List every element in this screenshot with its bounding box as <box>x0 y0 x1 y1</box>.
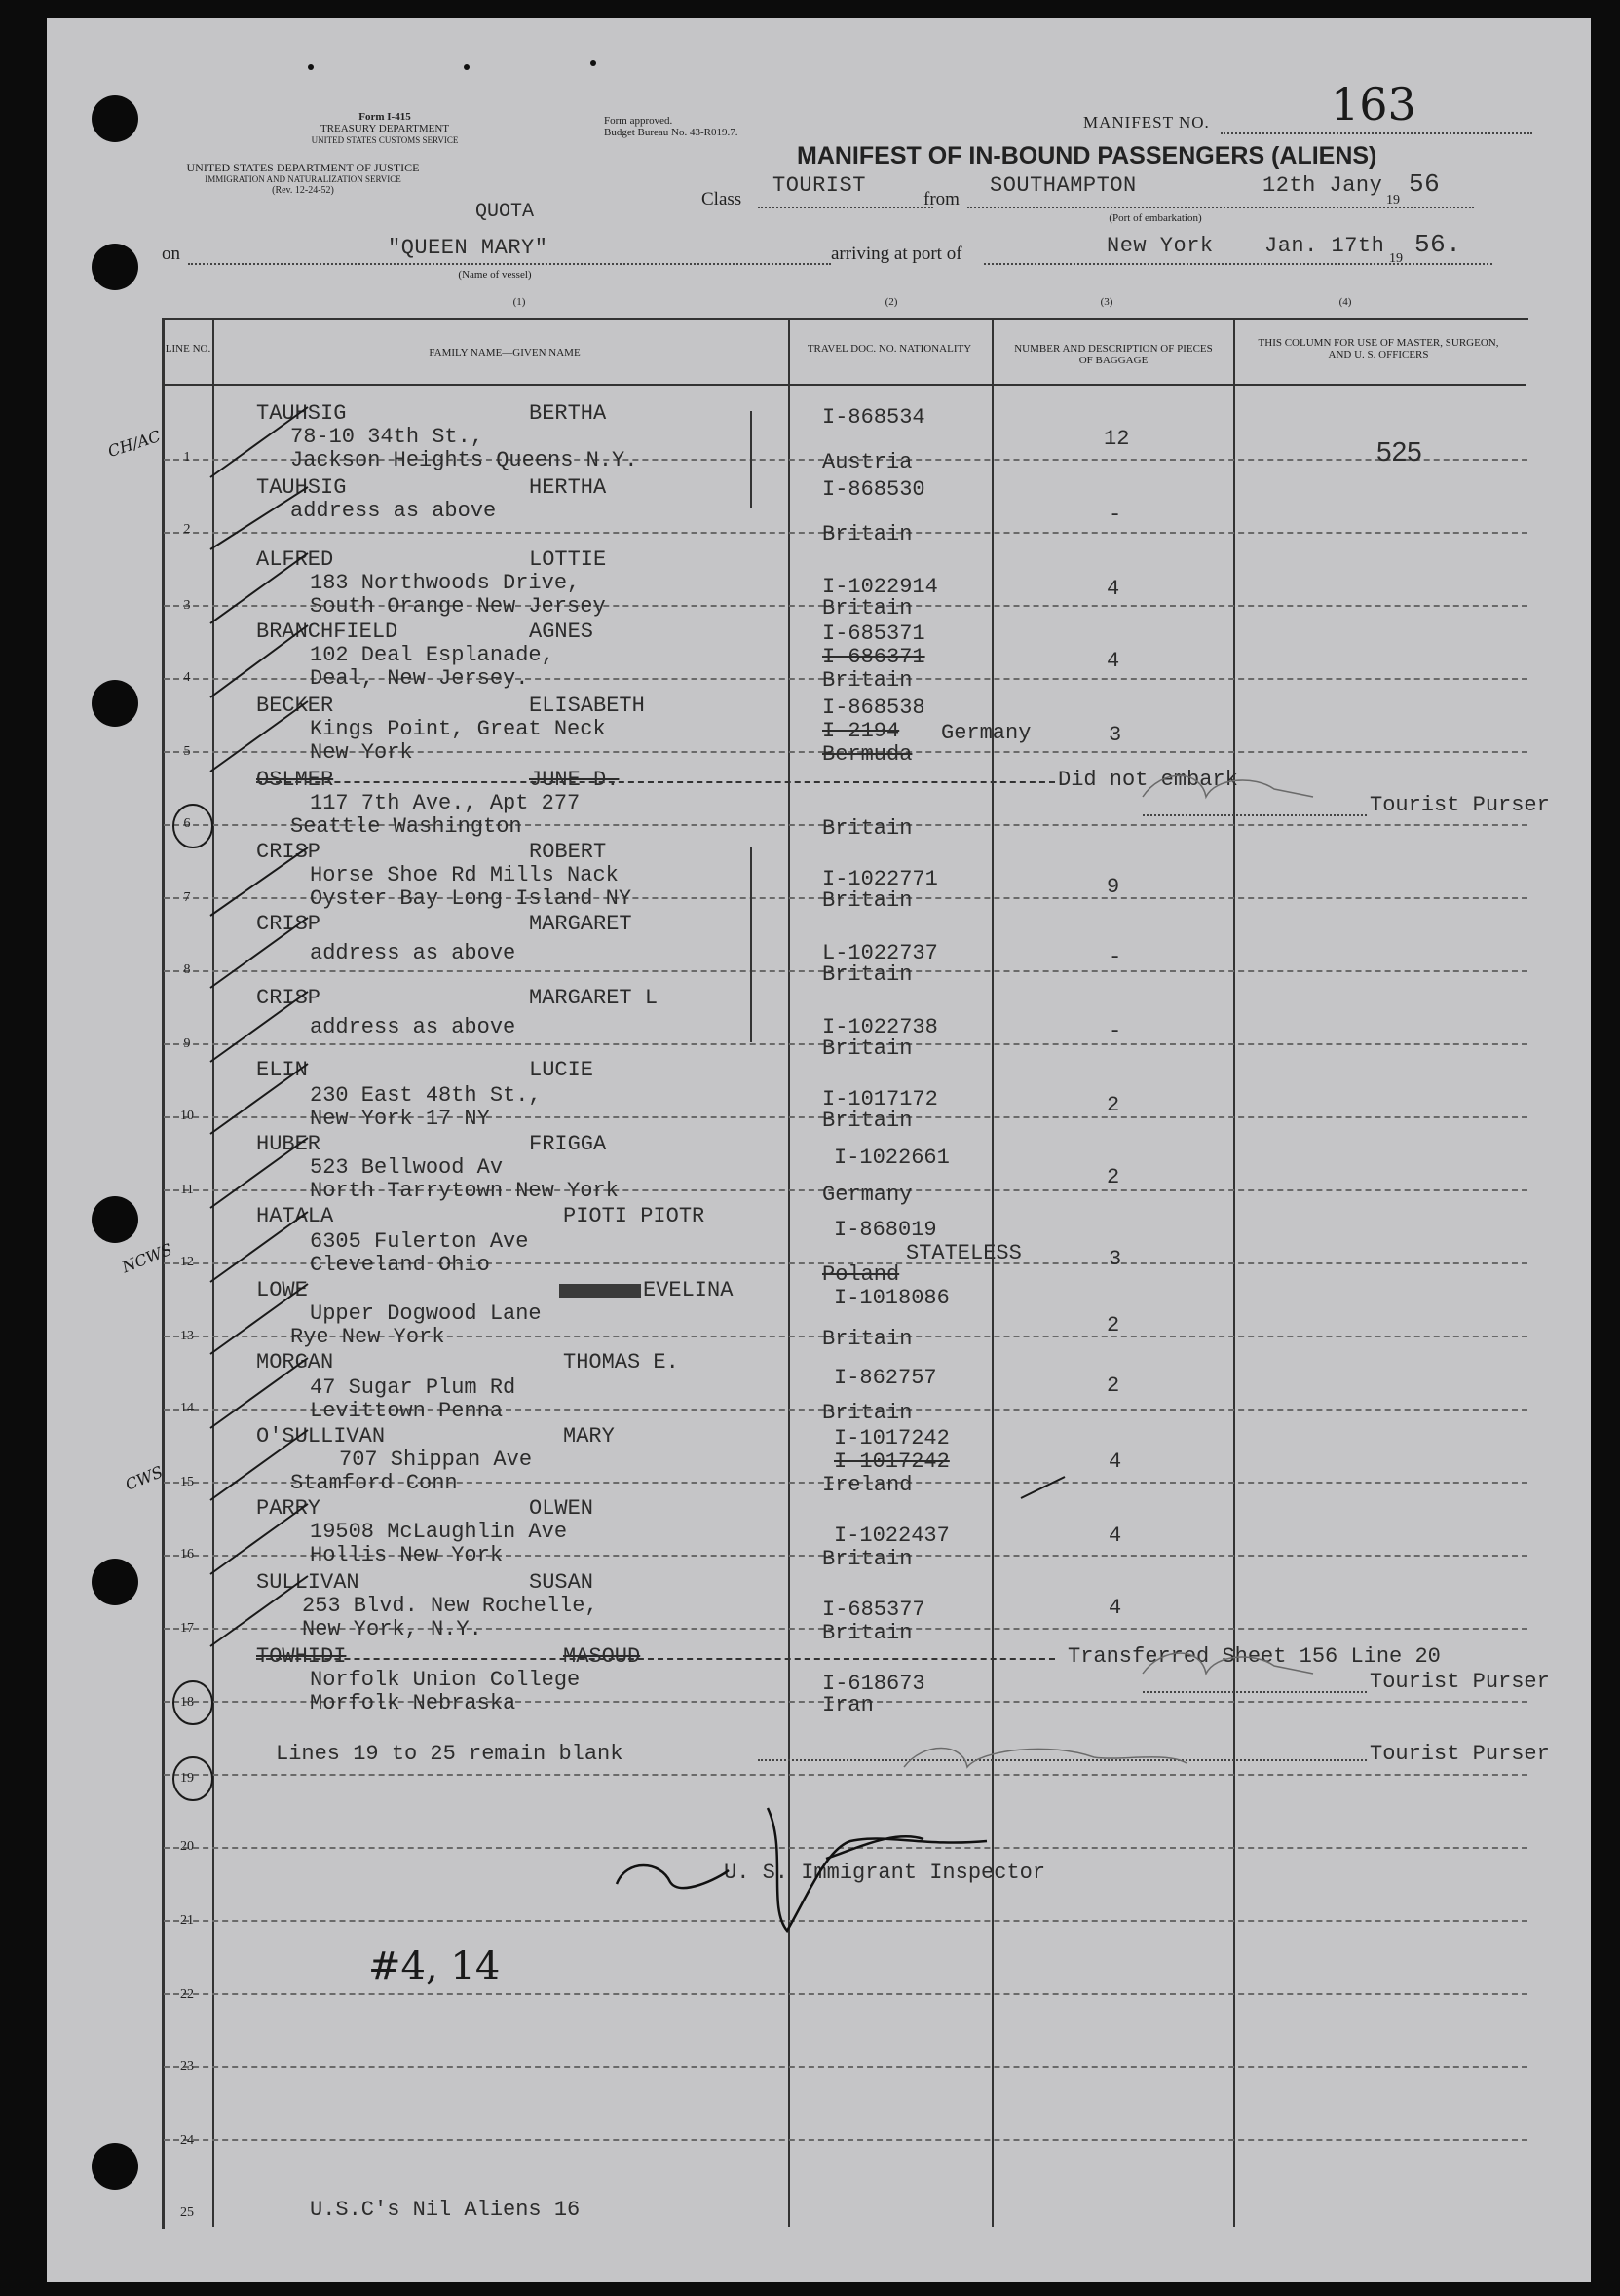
address-line-1: 523 Bellwood Av <box>310 1155 504 1180</box>
address-line-1: Norfolk Union College <box>310 1668 581 1692</box>
arrival-port: New York <box>1107 234 1214 258</box>
baggage-count: 4 <box>1109 1449 1122 1474</box>
on-label: on <box>162 244 180 264</box>
arrival-year: 56. <box>1414 230 1462 259</box>
class-label: Class <box>701 189 742 209</box>
travel-doc: I-1022771 <box>822 867 938 891</box>
address-line-2: Rye New York <box>290 1325 445 1349</box>
line-number: 25 <box>180 2205 194 2220</box>
family-name: BRANCHFIELD <box>256 620 398 644</box>
given-name: MARGARET L <box>529 986 659 1010</box>
baggage-count: 4 <box>1107 649 1120 673</box>
travel-doc: I-868538 <box>822 696 925 720</box>
travel-doc: L-1022737 <box>822 941 938 965</box>
baggage-count: - <box>1109 503 1122 527</box>
travel-doc: I-618673 <box>822 1672 925 1696</box>
travel-doc: I-868530 <box>822 477 925 502</box>
col-num-4: (4) <box>1338 296 1352 308</box>
officer-note: Tourist Purser <box>1370 793 1550 817</box>
check-mark <box>210 1576 308 1646</box>
address-line-2: Deal, New Jersey. <box>310 666 529 691</box>
col-header-officers: THIS COLUMN FOR USE OF MASTER, SURGEON, AND U. S. OFFICERS <box>1258 337 1499 360</box>
nationality: Britain <box>822 888 913 913</box>
nationality: Iran <box>822 1693 874 1717</box>
address-line-1: 19508 McLaughlin Ave <box>310 1520 568 1544</box>
address-line-2: New York 17 NY <box>310 1107 490 1131</box>
nationality: STATELESS <box>906 1241 1022 1265</box>
transfer-note: Transferred Sheet 156 Line 20 <box>1068 1644 1441 1669</box>
col-num-3: (3) <box>1100 296 1113 308</box>
travel-doc: I-1022661 <box>834 1146 950 1170</box>
check-mark <box>1021 1477 1065 1498</box>
family-name: HUBER <box>256 1132 321 1156</box>
from-value: SOUTHAMPTON <box>990 173 1137 198</box>
class-value: TOURIST <box>772 173 866 198</box>
vessel-name: "QUEEN MARY" <box>388 236 548 260</box>
given-name: MARY <box>563 1424 615 1449</box>
baggage-count: 4 <box>1109 1596 1122 1620</box>
nationality: Austria <box>822 450 913 474</box>
col-num-2: (2) <box>885 296 898 308</box>
baggage-count: 3 <box>1109 723 1122 747</box>
port-embarkation-label: (Port of embarkation) <box>1109 212 1202 224</box>
vessel-label: (Name of vessel) <box>458 269 532 281</box>
line-number: 20 <box>180 1839 194 1854</box>
line-number: 19 <box>180 1771 194 1786</box>
address-line-2: North Tarrytown New York <box>310 1179 619 1203</box>
line-number: 23 <box>180 2059 194 2074</box>
nationality: Britain <box>822 596 913 621</box>
nationality: Britain <box>822 1547 913 1571</box>
address-line-1: 707 Shippan Ave <box>339 1448 533 1472</box>
family-name: PARRY <box>256 1496 321 1521</box>
nationality: Germany <box>822 1183 913 1207</box>
check-mark <box>210 407 308 477</box>
address-line-2: Hollis New York <box>310 1543 504 1567</box>
travel-doc: I-685377 <box>822 1598 925 1622</box>
nationality: Britain <box>822 816 913 841</box>
faint-signature <box>1143 775 1313 797</box>
year-prefix: 19 <box>1386 193 1400 207</box>
travel-doc: I-1022914 <box>822 575 938 599</box>
margin-note-2: NCWS <box>119 1239 175 1277</box>
line-number: 3 <box>183 598 191 613</box>
manifest-number: 163 <box>1331 78 1416 131</box>
budget-bureau: Budget Bureau No. 43-R019.7. <box>604 127 738 138</box>
nationality: Britain <box>822 1036 913 1061</box>
given-name: THOMAS E. <box>563 1350 679 1374</box>
line-number: 15 <box>180 1475 194 1489</box>
baggage-count: 2 <box>1107 1165 1120 1189</box>
baggage-count: - <box>1109 1019 1122 1043</box>
line-circle <box>173 805 212 847</box>
address-line-1: 117 7th Ave., Apt 277 <box>310 791 581 815</box>
line-number: 2 <box>183 522 191 537</box>
col-header-line-no: LINE NO. <box>165 343 211 355</box>
address-line-2: Cleveland Ohio <box>310 1253 490 1277</box>
baggage-count: 3 <box>1109 1247 1122 1271</box>
baggage-count: 4 <box>1109 1524 1122 1548</box>
check-mark <box>210 1284 308 1354</box>
address-line-1: address as above <box>290 499 497 523</box>
from-label: from <box>923 189 960 209</box>
aliens-count-note: U.S.C's Nil Aliens 16 <box>310 2198 581 2222</box>
given-name: MASOUD <box>563 1644 641 1669</box>
travel-doc: I-685371 <box>822 621 925 646</box>
address-line-2: Jackson Heights Queens N.Y. <box>290 448 638 472</box>
line-number: 13 <box>180 1329 194 1343</box>
line-circle <box>173 1757 212 1800</box>
given-name: EVELINA <box>643 1278 734 1302</box>
family-name: SULLIVAN <box>256 1570 359 1595</box>
line-number: 14 <box>180 1401 194 1415</box>
inspector-label: U. S. Immigrant Inspector <box>724 1861 1046 1885</box>
travel-doc-struck: I-2194 <box>822 719 900 743</box>
travel-doc-struck: I-1017242 <box>834 1449 950 1474</box>
line-circle <box>173 1681 212 1724</box>
address-line-1: 102 Deal Esplanade, <box>310 643 554 667</box>
manifest-title: MANIFEST OF IN-BOUND PASSENGERS (ALIENS) <box>797 142 1377 169</box>
address-line-2: Levittown Penna <box>310 1399 504 1423</box>
baggage-count: 12 <box>1104 427 1130 451</box>
nationality-struck: Poland <box>822 1262 900 1287</box>
line-number: 12 <box>180 1255 194 1269</box>
address-line-1: 253 Blvd. New Rochelle, <box>302 1594 598 1618</box>
travel-doc: I-868019 <box>834 1218 937 1242</box>
officer-note: 525 <box>1376 436 1422 467</box>
address-line-2: South Orange New Jersey <box>310 594 606 619</box>
family-name: TAUHSIG <box>256 475 347 500</box>
travel-doc: I-1022437 <box>834 1524 950 1548</box>
family-name: CRISP <box>256 840 321 864</box>
arrival-date: Jan. 17th <box>1264 234 1385 258</box>
address-line-1: 6305 Fulerton Ave <box>310 1229 529 1254</box>
check-mark <box>210 1504 308 1574</box>
given-name: LOTTIE <box>529 547 607 572</box>
check-mark <box>210 701 308 772</box>
col-num-1: (1) <box>512 296 526 308</box>
arrival-year-prefix: 19 <box>1389 251 1403 266</box>
baggage-count: 9 <box>1107 875 1120 899</box>
line-number: 18 <box>180 1695 194 1710</box>
line-number: 8 <box>183 962 191 977</box>
given-name: PIOTI PIOTR <box>563 1204 705 1228</box>
address-line-2: New York <box>310 740 413 765</box>
nationality: Britain <box>822 1621 913 1645</box>
check-mark <box>210 1064 308 1134</box>
line-number: 16 <box>180 1547 194 1562</box>
family-name: ELIN <box>256 1058 308 1082</box>
line-number: 1 <box>183 450 191 465</box>
nationality: Britain <box>822 962 913 987</box>
check-mark <box>210 1358 308 1428</box>
check-mark <box>210 992 308 1062</box>
given-name: SUSAN <box>529 1570 594 1595</box>
handwritten-note: #4, 14 <box>368 1944 501 1989</box>
family-name: TAUHSIG <box>256 401 347 426</box>
col-header-travel-doc: TRAVEL DOC. NO. NATIONALITY <box>807 343 972 355</box>
given-name: BERTHA <box>529 401 607 426</box>
form-approved: Form approved. <box>604 115 673 127</box>
line-number: 24 <box>180 2133 194 2148</box>
rev-date: (Rev. 12-24-52) <box>272 185 334 196</box>
ins-service: IMMIGRATION AND NATURALIZATION SERVICE <box>205 174 401 184</box>
nationality: Britain <box>822 522 913 546</box>
travel-doc: I-868534 <box>822 405 925 430</box>
travel-doc: I-862757 <box>834 1366 937 1390</box>
family-name: TOWHIDI <box>256 1644 347 1669</box>
manifest-page <box>47 18 1591 2282</box>
baggage-count: 2 <box>1107 1093 1120 1117</box>
given-name: AGNES <box>529 620 594 644</box>
address-line-1: Upper Dogwood Lane <box>310 1301 542 1326</box>
quota-label: QUOTA <box>475 201 535 223</box>
address-line-1: address as above <box>310 941 516 965</box>
inspector-signature <box>617 1865 729 1888</box>
line-number: 22 <box>180 1987 194 2002</box>
check-mark <box>210 1212 308 1282</box>
baggage-count: - <box>1109 945 1122 969</box>
col-header-baggage: NUMBER AND DESCRIPTION OF PIECES OF BAGGAGE <box>1014 343 1213 366</box>
officer-note: Tourist Purser <box>1370 1670 1550 1694</box>
line-number: 6 <box>183 816 191 831</box>
line-number: 9 <box>183 1036 191 1051</box>
check-mark <box>210 1138 308 1208</box>
check-mark <box>210 553 308 623</box>
given-name: ROBERT <box>529 840 607 864</box>
address-line-2: Stamford Conn <box>290 1471 458 1495</box>
form-number: Form I-415 <box>358 111 411 123</box>
travel-doc: I-1017172 <box>822 1087 938 1111</box>
check-mark <box>210 918 308 988</box>
given-name: ELISABETH <box>529 694 645 718</box>
address-line-1: address as above <box>310 1015 516 1039</box>
officer-note: Tourist Purser <box>1370 1742 1550 1766</box>
line-number: 10 <box>180 1109 194 1123</box>
family-name: OSLMER <box>256 768 334 792</box>
check-mark <box>210 625 308 697</box>
family-name: CRISP <box>256 912 321 936</box>
given-name: OLWEN <box>529 1496 594 1521</box>
line-number: 7 <box>183 890 191 905</box>
address-line-2: Morfolk Nebraska <box>310 1691 516 1715</box>
inspector-signature <box>768 1808 987 1931</box>
address-line-1: 230 East 48th St., <box>310 1083 542 1108</box>
departure-year: 56 <box>1409 169 1441 199</box>
family-name: CRISP <box>256 986 321 1010</box>
col-header-name: FAMILY NAME—GIVEN NAME <box>429 347 581 358</box>
baggage-status: Did not embark <box>1058 768 1238 792</box>
line-number: 5 <box>183 744 191 759</box>
given-name: MARGARET <box>529 912 632 936</box>
margin-note-3: CWS <box>122 1462 166 1494</box>
travel-doc-struck: I-686371 <box>822 645 925 669</box>
nationality: Germany <box>941 721 1032 745</box>
faint-signature <box>1143 1653 1313 1674</box>
faint-signature <box>904 1749 1187 1768</box>
given-name: LUCIE <box>529 1058 594 1082</box>
check-mark <box>210 847 308 916</box>
line-number: 21 <box>180 1913 194 1928</box>
departure-date: 12th Jany <box>1262 173 1383 198</box>
address-line-2: Oyster Bay Long Island NY <box>310 886 632 911</box>
given-name: HERTHA <box>529 475 607 500</box>
address-line-1: 47 Sugar Plum Rd <box>310 1375 516 1400</box>
baggage-count: 2 <box>1107 1313 1120 1337</box>
check-mark <box>210 1430 308 1500</box>
check-marks <box>47 18 1591 2282</box>
manifest-no-label: MANIFEST NO. <box>1083 113 1210 132</box>
address-line-1: 78-10 34th St., <box>290 425 484 449</box>
margin-note-1: CH/AC <box>105 426 163 462</box>
travel-doc: I-1022738 <box>822 1015 938 1039</box>
travel-doc: I-1018086 <box>834 1286 950 1310</box>
family-name: MORGAN <box>256 1350 334 1374</box>
nationality: Britain <box>822 1401 913 1425</box>
family-name: O'SULLIVAN <box>256 1424 386 1449</box>
travel-doc: I-1017242 <box>834 1426 950 1450</box>
line-number: 11 <box>180 1183 194 1197</box>
baggage-count: 2 <box>1107 1374 1120 1398</box>
blank-lines-note: Lines 19 to 25 remain blank <box>276 1742 623 1766</box>
justice-dept: UNITED STATES DEPARTMENT OF JUSTICE <box>186 161 420 174</box>
address-line-1: 183 Northwoods Drive, <box>310 571 581 595</box>
address-line-2: New York, N.Y. <box>302 1617 482 1641</box>
arriving-label: arriving at port of <box>831 244 962 264</box>
address-line-1: Kings Point, Great Neck <box>310 717 606 741</box>
address-line-1: Horse Shoe Rd Mills Nack <box>310 863 619 887</box>
customs-service: UNITED STATES CUSTOMS SERVICE <box>311 135 459 145</box>
nationality: Britain <box>822 668 913 693</box>
given-name: FRIGGA <box>529 1132 607 1156</box>
family-name: HATALA <box>256 1204 334 1228</box>
line-number: 17 <box>180 1621 194 1636</box>
check-mark <box>210 487 308 549</box>
family-name: LOWE <box>256 1278 308 1302</box>
family-name: ALFRED <box>256 547 334 572</box>
nationality-struck: Bermuda <box>822 742 913 767</box>
nationality: Britain <box>822 1109 913 1133</box>
family-name: BECKER <box>256 694 334 718</box>
nationality: Ireland <box>822 1473 913 1497</box>
baggage-count: 4 <box>1107 577 1120 601</box>
line-number: 4 <box>183 670 191 685</box>
treasury-dept: TREASURY DEPARTMENT <box>320 123 450 134</box>
given-name: JUNE D. <box>529 768 620 792</box>
address-line-2: Seattle Washington <box>290 814 522 839</box>
nationality: Britain <box>822 1327 913 1351</box>
